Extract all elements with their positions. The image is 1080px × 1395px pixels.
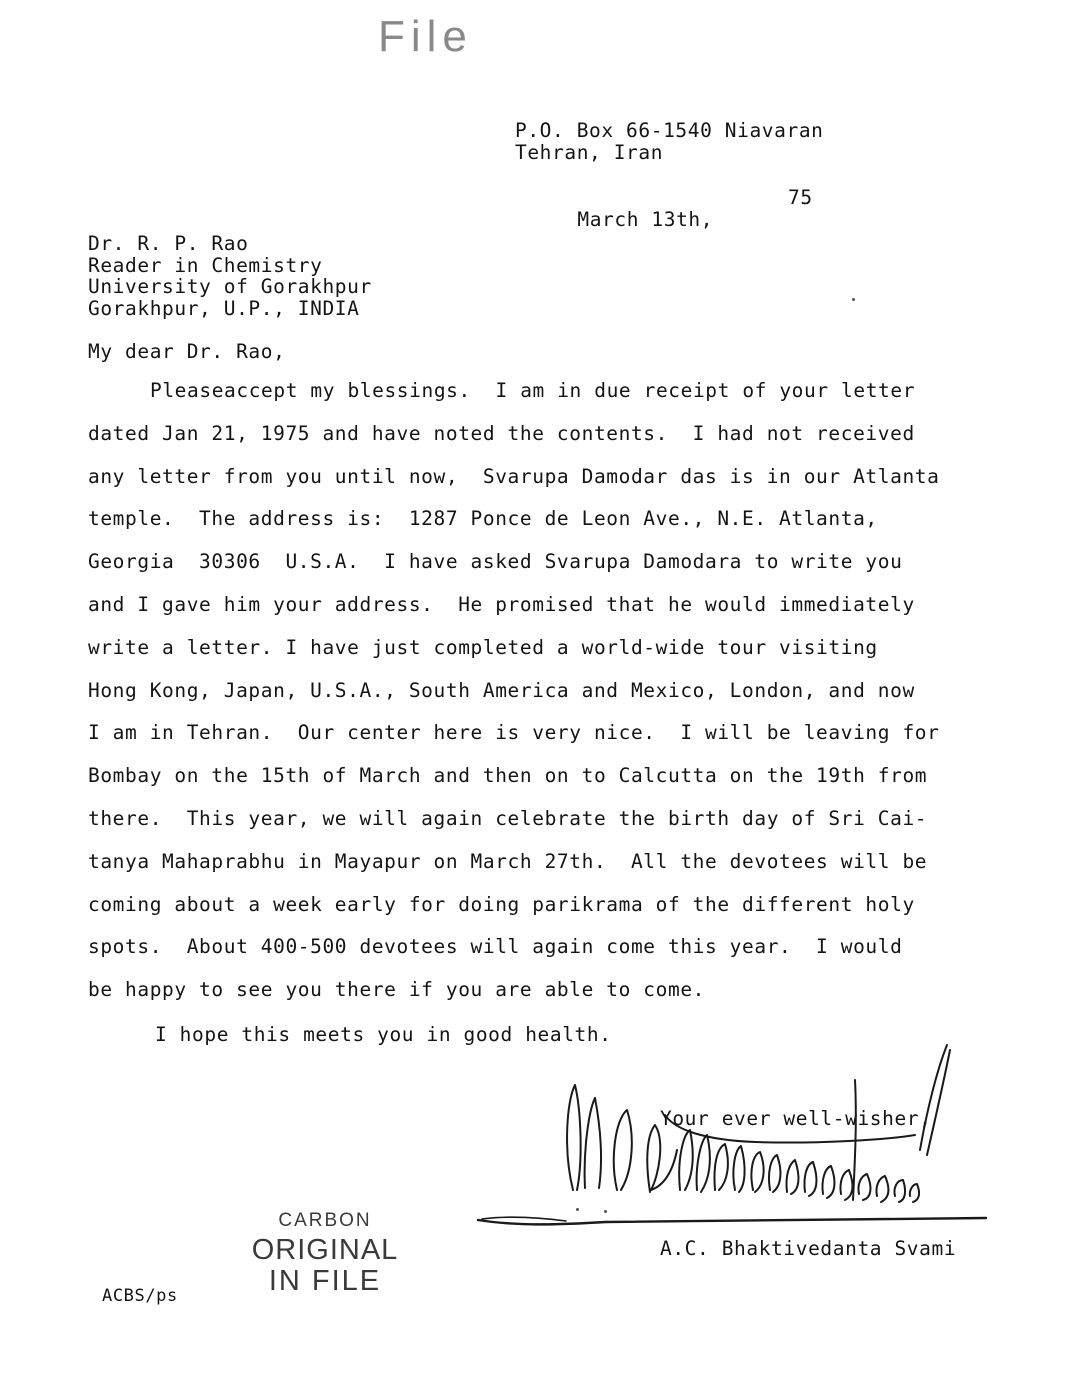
body-line: Georgia 30306 U.S.A. I have asked Svarupa Damodara to write you bbox=[88, 550, 903, 574]
carbon-stamp bbox=[250, 1208, 400, 1296]
handwritten-signature bbox=[555, 1040, 975, 1220]
body-line: and I gave him your address. He promised that he would immediately bbox=[88, 592, 915, 616]
carbon-stamp-line3: IN FILE bbox=[268, 1265, 382, 1297]
signature-underline bbox=[476, 1214, 988, 1228]
recipient-address bbox=[88, 233, 372, 319]
letter-body bbox=[88, 380, 1008, 1022]
signer-name: A.C. Bhaktivedanta Svami bbox=[660, 1237, 957, 1260]
body-line: write a letter. I have just completed a world-wide tour visiting bbox=[88, 635, 878, 659]
file-stamp bbox=[378, 12, 498, 72]
body-line: be happy to see you there if you are able to come. bbox=[88, 978, 705, 1002]
body-line: any letter from you until now, Svarupa Damodar das is in our Atlanta bbox=[88, 464, 940, 488]
body-line: dated Jan 21, 1975 and have noted the contents. I had not received bbox=[88, 421, 915, 445]
letter-date-day: March 13th, bbox=[577, 207, 714, 231]
carbon-stamp-line2: ORIGINAL bbox=[251, 1234, 399, 1266]
sender-address-line1: P.O. Box 66-1540 Niavaran bbox=[515, 119, 824, 142]
file-stamp-text: File bbox=[378, 12, 473, 61]
salutation: My dear Dr. Rao, bbox=[88, 340, 286, 363]
body-line: temple. The address is: 1287 Ponce de Leon Ave., N.E. Atlanta, bbox=[88, 507, 878, 531]
speck bbox=[604, 1210, 607, 1213]
body-line: Pleaseaccept my blessings. I am in due receipt of your letter bbox=[150, 379, 916, 402]
body-line: there. This year, we will again celebrate the birth day of Sri Cai- bbox=[88, 806, 928, 830]
body-line: spots. About 400-500 devotees will again come this year. I would bbox=[88, 935, 903, 959]
speck bbox=[852, 298, 855, 301]
recipient-institution: University of Gorakhpur bbox=[88, 275, 372, 298]
body-line: tanya Mahaprabhu in Mayapur on March 27th. All the devotees will be bbox=[88, 849, 928, 873]
recipient-name: Dr. R. P. Rao bbox=[88, 232, 249, 255]
reference-initials: ACBS/ps bbox=[102, 1286, 178, 1306]
sign-off: Your ever well-wisher, bbox=[660, 1107, 932, 1130]
closing-line: I hope this meets you in good health. bbox=[155, 1023, 612, 1046]
letter-date-year: 75 bbox=[788, 186, 813, 209]
body-line: Hong Kong, Japan, U.S.A., South America and Mexico, London, and now bbox=[88, 678, 915, 702]
body-line: Bombay on the 15th of March and then on to Calcutta on the 19th from bbox=[88, 764, 928, 788]
body-line: I am in Tehran. Our center here is very nice. I will be leaving for bbox=[88, 721, 940, 745]
speck bbox=[576, 1208, 579, 1211]
sender-address bbox=[515, 120, 824, 163]
recipient-city: Gorakhpur, U.P., INDIA bbox=[88, 296, 360, 320]
recipient-title: Reader in Chemistry bbox=[88, 253, 323, 277]
body-line: coming about a week early for doing parikrama of the different holy bbox=[88, 892, 915, 916]
carbon-stamp-line1: CARBON bbox=[278, 1210, 372, 1231]
sender-address-line2: Tehran, Iran bbox=[515, 140, 664, 164]
letter-date bbox=[528, 187, 818, 273]
